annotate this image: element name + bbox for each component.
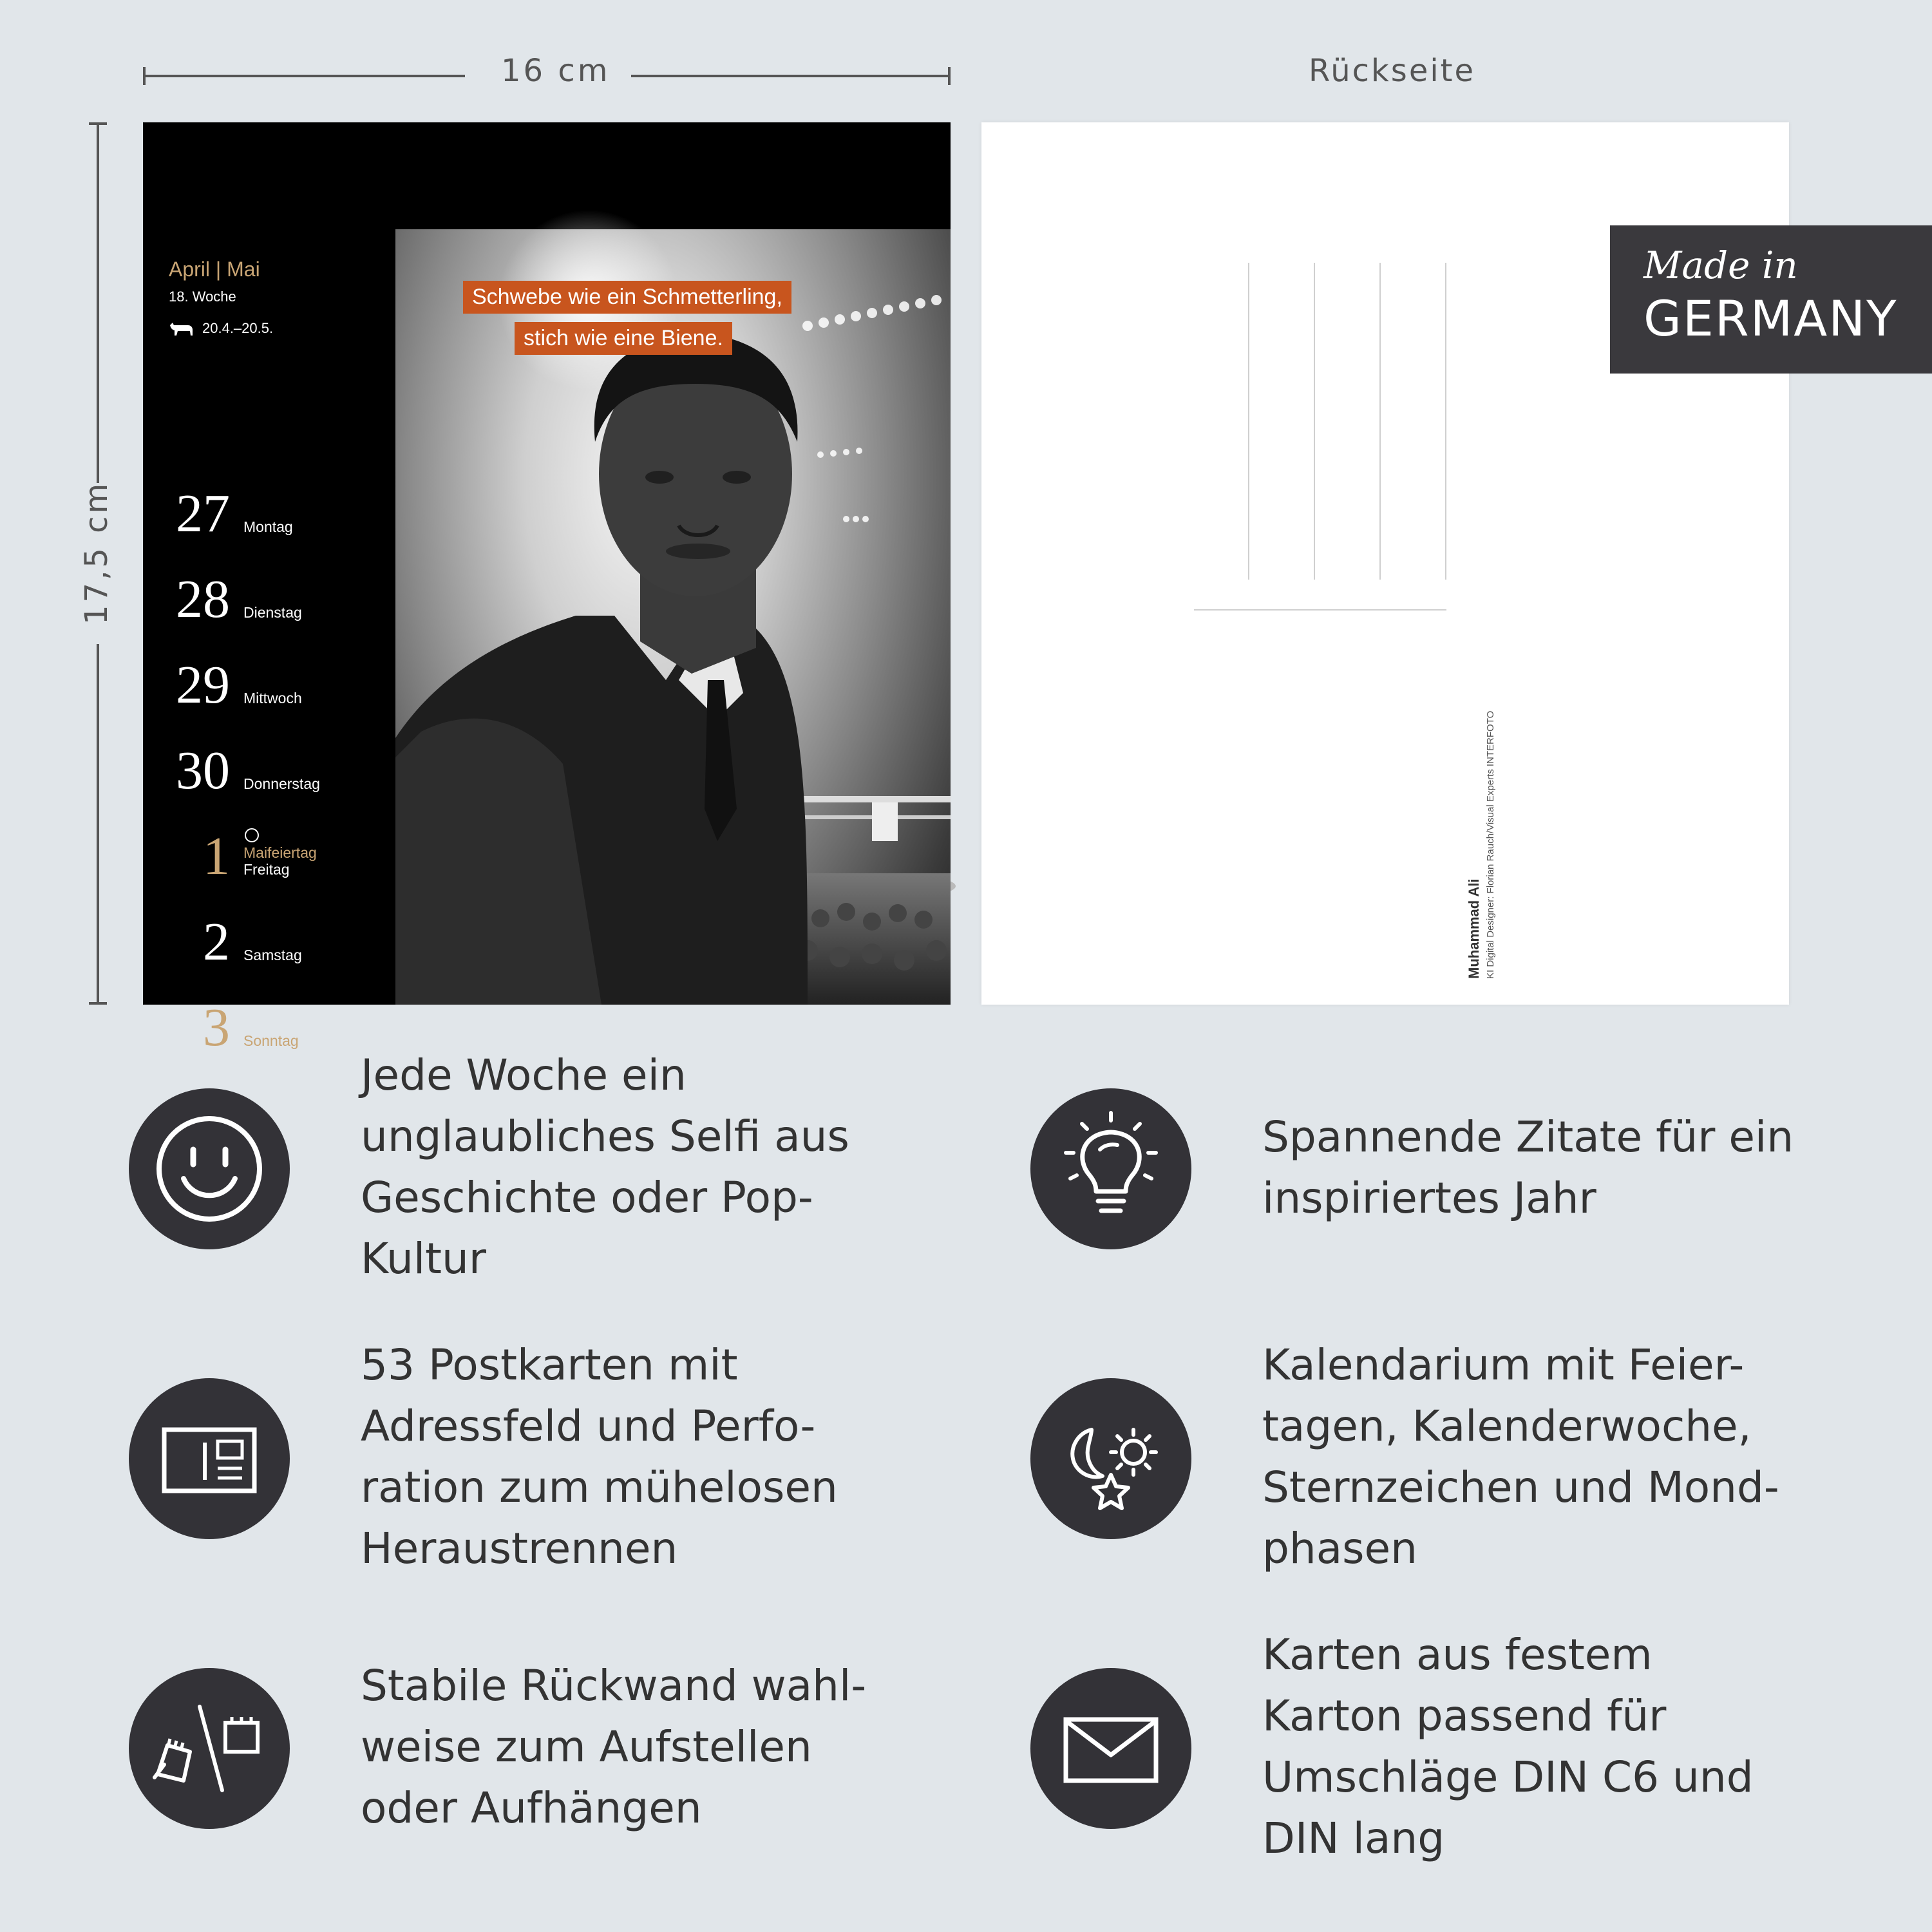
- lightbulb-icon: [1030, 1088, 1191, 1249]
- feature-text: Karten aus festem Karton passend für Umschläge DIN C6 und DIN lang: [1262, 1630, 1754, 1863]
- week-label: 18. Woche: [169, 289, 236, 305]
- day-name: Samstag: [243, 947, 302, 963]
- address-line: [1379, 263, 1381, 580]
- feature-icon-circle: [129, 1378, 290, 1539]
- selfie-photo: [395, 229, 951, 1005]
- stand-hang-icon: [129, 1668, 290, 1829]
- zodiac-range: 20.4.–20.5.: [202, 320, 274, 336]
- holiday-name: Maifeiertag: [243, 844, 317, 861]
- day-name: Dienstag: [243, 604, 302, 621]
- zodiac-label: [169, 320, 273, 337]
- day-name: Mittwoch: [243, 690, 302, 706]
- day-row-holiday: [169, 819, 388, 884]
- day-number: 3: [203, 998, 230, 1057]
- day-number: 30: [176, 741, 230, 800]
- credit-title: Muhammad Ali: [1466, 878, 1482, 979]
- width-label: 16 cm: [501, 53, 611, 89]
- day-name: Donnerstag: [243, 775, 320, 792]
- smiley-icon: [129, 1088, 290, 1249]
- quote-line-2: stich wie eine Biene.: [515, 322, 732, 355]
- feature-icon-circle: [1030, 1088, 1191, 1249]
- address-line: [1314, 263, 1315, 580]
- height-marker-bottom-line: [97, 644, 99, 1005]
- feature-icon-circle: [129, 1088, 290, 1249]
- day-name: Freitag: [243, 861, 290, 878]
- feature-text: Stabile Rückwand wahl- weise zum Aufstellen oder Aufhängen: [361, 1661, 867, 1833]
- feature-icon-circle: [1030, 1668, 1191, 1829]
- day-number: 2: [203, 912, 230, 972]
- bull-icon: [169, 321, 194, 337]
- height-marker-bottom-tick: [89, 1002, 107, 1005]
- feature-icon-circle: [1030, 1378, 1191, 1539]
- height-label: 17,5 cm: [79, 480, 115, 625]
- moon-sun-star-icon: [1030, 1378, 1191, 1539]
- day-row: [169, 734, 388, 798]
- height-marker-top-line: [97, 122, 99, 483]
- day-number: 28: [176, 569, 230, 629]
- day-row: [169, 905, 388, 972]
- day-row: [169, 477, 388, 544]
- month-label: April | Mai: [169, 258, 260, 281]
- feature-text: Spannende Zitate für ein inspiriertes Jahr: [1262, 1112, 1794, 1223]
- made-in-germany-badge: [1610, 225, 1932, 374]
- day-name: Montag: [243, 518, 293, 535]
- feature-text: Jede Woche ein unglaubliches Selfi aus Geschichte oder Pop- Kultur: [361, 1050, 849, 1283]
- calendar-front-card: [143, 122, 951, 1057]
- credit-subtitle: KI Digital Designer: Florian Rauch/Visual Experts INTERFOTO: [1485, 710, 1496, 979]
- address-baseline: [1194, 609, 1446, 611]
- postcard-icon: [129, 1378, 290, 1539]
- envelope-icon: [1030, 1668, 1191, 1829]
- width-marker-right-tick: [948, 67, 951, 85]
- day-number: 29: [176, 655, 230, 715]
- feature-icon-circle: [129, 1668, 290, 1829]
- badge-made-in: Made in: [1643, 243, 1798, 287]
- badge-germany: GERMANY: [1643, 290, 1898, 347]
- feature-text: 53 Postkarten mit Adressfeld und Perfo- ration zum mühelosen Heraustrennen: [361, 1340, 838, 1573]
- day-number: 27: [176, 484, 230, 544]
- back-side-label: Rückseite: [1309, 53, 1476, 89]
- address-line: [1248, 263, 1249, 580]
- width-marker-left-line: [143, 75, 465, 77]
- quote-line-1: Schwebe wie ein Schmetterling,: [463, 281, 791, 314]
- day-row: [169, 990, 388, 1055]
- photo-credit: [1466, 711, 1496, 979]
- day-number: 1: [203, 826, 230, 886]
- day-name: Sonntag: [243, 1032, 299, 1049]
- day-row: [169, 562, 388, 627]
- address-line: [1445, 263, 1446, 580]
- width-marker-right-line: [631, 75, 951, 77]
- feature-text: Kalendarium mit Feier- tagen, Kalenderwoche, Sternzeichen und Mond- phasen: [1262, 1340, 1779, 1573]
- day-row: [169, 648, 388, 715]
- new-moon-icon: [245, 828, 259, 842]
